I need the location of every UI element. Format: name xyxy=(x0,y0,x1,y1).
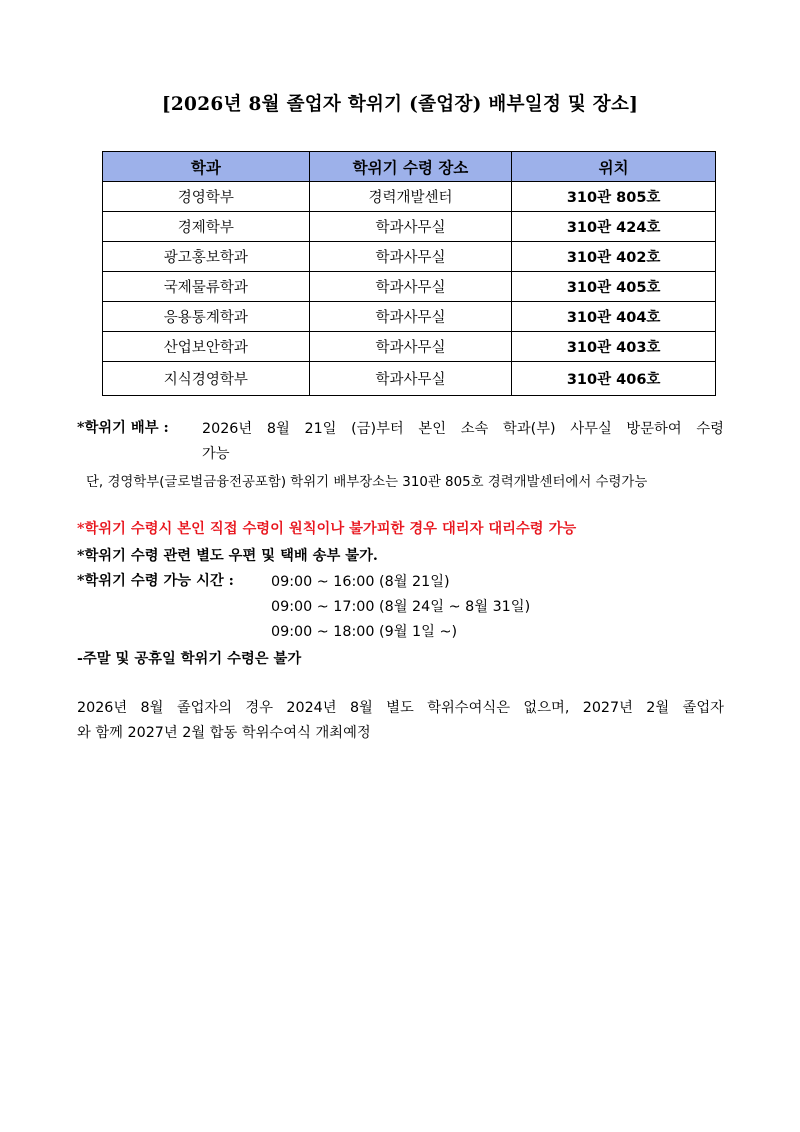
cell-pickup-place: 학과사무실 xyxy=(309,362,512,396)
table-row xyxy=(103,212,716,242)
cell-pickup-place: 학과사무실 xyxy=(309,332,512,362)
table-row xyxy=(103,182,716,212)
distribution-text-continued: 가능 xyxy=(202,446,230,462)
distribution-text: 2026년 8월 21일 (금)부터 본인 소속 학과(부) 사무실 방문하여 수령 xyxy=(202,421,724,437)
header-department: 학과 xyxy=(103,152,310,182)
cell-pickup-place: 학과사무실 xyxy=(309,302,512,332)
cell-pickup-place: 학과사무실 xyxy=(309,272,512,302)
table-row xyxy=(103,302,716,332)
header-location: 위치 xyxy=(512,152,716,182)
cell-pickup-place: 학과사무실 xyxy=(309,242,512,272)
ceremony-note-line-2: 와 함께 2027년 2월 합동 학위수여식 개최예정 xyxy=(77,725,371,741)
cell-department: 응용통계학과 xyxy=(103,302,310,332)
pickup-hours-label: *학위기 수령 가능 시간 : xyxy=(77,573,234,589)
table-row xyxy=(103,272,716,302)
table-header-row xyxy=(103,152,716,182)
pickup-hours-3: 09:00 ~ 18:00 (9월 1일 ~) xyxy=(271,624,458,640)
cell-location: 310관 805호 xyxy=(512,182,716,212)
pickup-hours-1: 09:00 ~ 16:00 (8월 21일) xyxy=(271,574,450,590)
cell-location: 310관 406호 xyxy=(512,362,716,396)
no-mail-note: *학위기 수령 관련 별도 우편 및 택배 송부 불가. xyxy=(77,548,378,564)
distribution-label: *학위기 배부 : xyxy=(77,420,169,436)
table-row xyxy=(103,362,716,396)
cell-department: 경제학부 xyxy=(103,212,310,242)
cell-department: 경영학부 xyxy=(103,182,310,212)
cell-department: 산업보안학과 xyxy=(103,332,310,362)
cell-location: 310관 405호 xyxy=(512,272,716,302)
cell-pickup-place: 경력개발센터 xyxy=(309,182,512,212)
cell-location: 310관 404호 xyxy=(512,302,716,332)
cell-department: 지식경영학부 xyxy=(103,362,310,396)
pickup-hours-2: 09:00 ~ 17:00 (8월 24일 ~ 8월 31일) xyxy=(271,599,531,615)
cell-department: 광고홍보학과 xyxy=(103,242,310,272)
cell-location: 310관 403호 xyxy=(512,332,716,362)
cell-department: 국제물류학과 xyxy=(103,272,310,302)
proxy-pickup-note: *학위기 수령시 본인 직접 수령이 원칙이나 불가피한 경우 대리자 대리수령 가능 xyxy=(77,521,577,537)
table-row xyxy=(103,332,716,362)
weekend-note: -주말 및 공휴일 학위기 수령은 불가 xyxy=(77,651,302,667)
cell-pickup-place: 학과사무실 xyxy=(309,212,512,242)
cell-location: 310관 402호 xyxy=(512,242,716,272)
distribution-table xyxy=(102,151,716,396)
page-title: [2026년 8월 졸업자 학위기 (졸업장) 배부일정 및 장소] xyxy=(161,94,639,115)
ceremony-note-line-1: 2026년 8월 졸업자의 경우 2024년 8월 별도 학위수여식은 없으며, 2027년 2월 졸업자 xyxy=(77,700,724,716)
header-pickup-place: 학위기 수령 장소 xyxy=(309,152,512,182)
exception-note: 단, 경영학부(글로벌금융전공포함) 학위기 배부장소는 310관 805호 경력개발센터에서 수령가능 xyxy=(86,475,648,490)
cell-location: 310관 424호 xyxy=(512,212,716,242)
table-row xyxy=(103,242,716,272)
